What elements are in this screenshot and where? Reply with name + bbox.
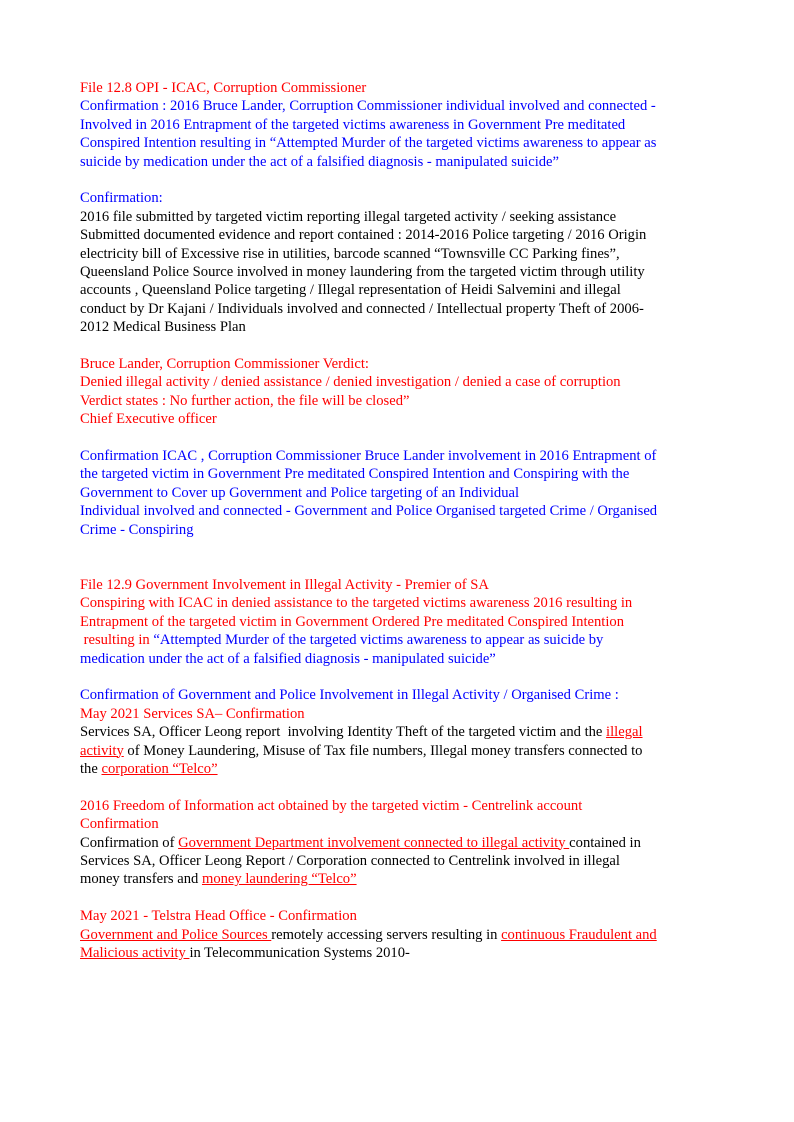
foi-line (80, 870, 720, 888)
document-page (80, 79, 720, 962)
details-line: 2012 Medical Business Plan (80, 319, 246, 336)
government-department-link[interactable]: Government Department involvement connected to illegal activity (178, 834, 570, 851)
verdict-line: Verdict states : No further action, the file will be closed” (80, 392, 410, 409)
services-sa-heading: May 2021 Services SA– Confirmation (80, 705, 305, 722)
premier-line: Conspiring with ICAC in denied assistance to the targeted victims awareness 2016 resulting in (80, 595, 633, 612)
services-sa-text: Services SA, Officer Leong report involving Identity Theft of the targeted victim and the (80, 724, 607, 741)
gov-police-heading: Confirmation of Government and Police Involvement in Illegal Activity / Organised Crime : (80, 687, 619, 704)
foi-confirmation: Confirmation (80, 816, 159, 833)
premier-blue-line: medication under the act of a falsified diagnosis - manipulated suicide” (80, 650, 496, 667)
file-12-8-confirmation (80, 97, 720, 171)
premier-mixed-line (80, 631, 720, 649)
details-line: conduct by Dr Kajani / Individuals involved and connected / Intellectual property Theft of 2006- (80, 300, 644, 317)
verdict-line: Denied illegal activity / denied assistance / denied investigation / denied a case of corruption (80, 374, 621, 391)
mixed-blue-text: “Attempted Murder of the targeted victims awareness to appear as suicide by (153, 632, 604, 649)
services-sa-line (80, 723, 720, 741)
telstra-line (80, 944, 720, 962)
services-sa-line (80, 742, 720, 760)
icac-line: Crime - Conspiring (80, 521, 194, 538)
confirmation-line: Confirmation : 2016 Bruce Lander, Corruption Commissioner individual involved and connected - (80, 98, 656, 115)
telstra-text: remotely accessing servers resulting in (271, 926, 502, 943)
services-sa-line (80, 760, 720, 778)
details-line: accounts , Queensland Police targeting / Illegal representation of Heidi Salvemini and illegal (80, 282, 621, 299)
confirmation-line: Involved in 2016 Entrapment of the targeted victims awareness in Government Pre meditated (80, 116, 626, 133)
details-line: Submitted documented evidence and report contained : 2014-2016 Police targeting / 2016 Origin (80, 227, 647, 244)
verdict-section (80, 355, 720, 429)
file-12-9-heading: File 12.9 Government Involvement in Illegal Activity - Premier of SA (80, 576, 489, 593)
corporation-telco-link[interactable]: corporation “Telco” (101, 760, 218, 777)
foi-text: contained in (569, 834, 641, 851)
confirmation-line: Conspired Intention resulting in “Attempted Murder of the targeted victims awareness to appear as (80, 135, 657, 152)
illegal-link[interactable]: illegal (606, 724, 643, 741)
details-line: 2016 file submitted by targeted victim reporting illegal targeted activity / seeking assistance (80, 208, 617, 225)
icac-confirmation (80, 447, 720, 539)
submission-details (80, 208, 720, 337)
malicious-activity-link[interactable]: Malicious activity (80, 944, 190, 961)
file-12-8-heading: File 12.8 OPI - ICAC, Corruption Commissioner (80, 80, 367, 96)
fraudulent-activity-link[interactable]: continuous Fraudulent and (501, 926, 657, 943)
confirmation-line: suicide by medication under the act of a falsified diagnosis - manipulated suicide” (80, 153, 560, 170)
foi-text: money transfers and (80, 871, 202, 888)
foi-line: Services SA, Officer Leong Report / Corporation connected to Centrelink involved in illegal (80, 852, 620, 869)
money-laundering-link[interactable]: money laundering “Telco” (201, 871, 357, 888)
icac-line: Government to Cover up Government and Police targeting of an Individual (80, 484, 520, 501)
telstra-heading: May 2021 - Telstra Head Office - Confirmation (80, 908, 357, 925)
services-sa-text: of Money Laundering, Misuse of Tax file numbers, Illegal money transfers connected to (123, 742, 643, 759)
mixed-red-text: resulting in (80, 632, 154, 649)
government-police-sources-link[interactable]: Government and Police Sources (80, 926, 272, 943)
foi-heading: 2016 Freedom of Information act obtained by the targeted victim - Centrelink account (80, 797, 583, 814)
foi-text: Confirmation of (80, 834, 179, 851)
services-sa-text: the (80, 760, 102, 777)
telstra-line (80, 926, 720, 944)
verdict-line: Bruce Lander, Corruption Commissioner Verdict: (80, 356, 369, 373)
icac-line: Confirmation ICAC , Corruption Commissioner Bruce Lander involvement in 2016 Entrapment of (80, 448, 657, 465)
confirmation-label: Confirmation: (80, 190, 163, 207)
premier-line: Entrapment of the targeted victim in Government Ordered Pre meditated Conspired Intention (80, 613, 625, 630)
verdict-line: Chief Executive officer (80, 411, 217, 428)
foi-line (80, 834, 720, 852)
icac-line: Individual involved and connected - Government and Police Organised targeted Crime / Organised (80, 503, 658, 520)
details-line: electricity bill of Excessive rise in utilities, barcode scanned “Townsville CC Parking fines”, (80, 245, 620, 262)
telstra-text: in Telecommunication Systems 2010- (189, 944, 410, 961)
activity-link[interactable]: activity (80, 742, 124, 759)
details-line: Queensland Police Source involved in money laundering from the targeted victim through utility (80, 264, 645, 281)
icac-line: the targeted victim in Government Pre meditated Conspired Intention and Conspiring with the (80, 466, 630, 483)
